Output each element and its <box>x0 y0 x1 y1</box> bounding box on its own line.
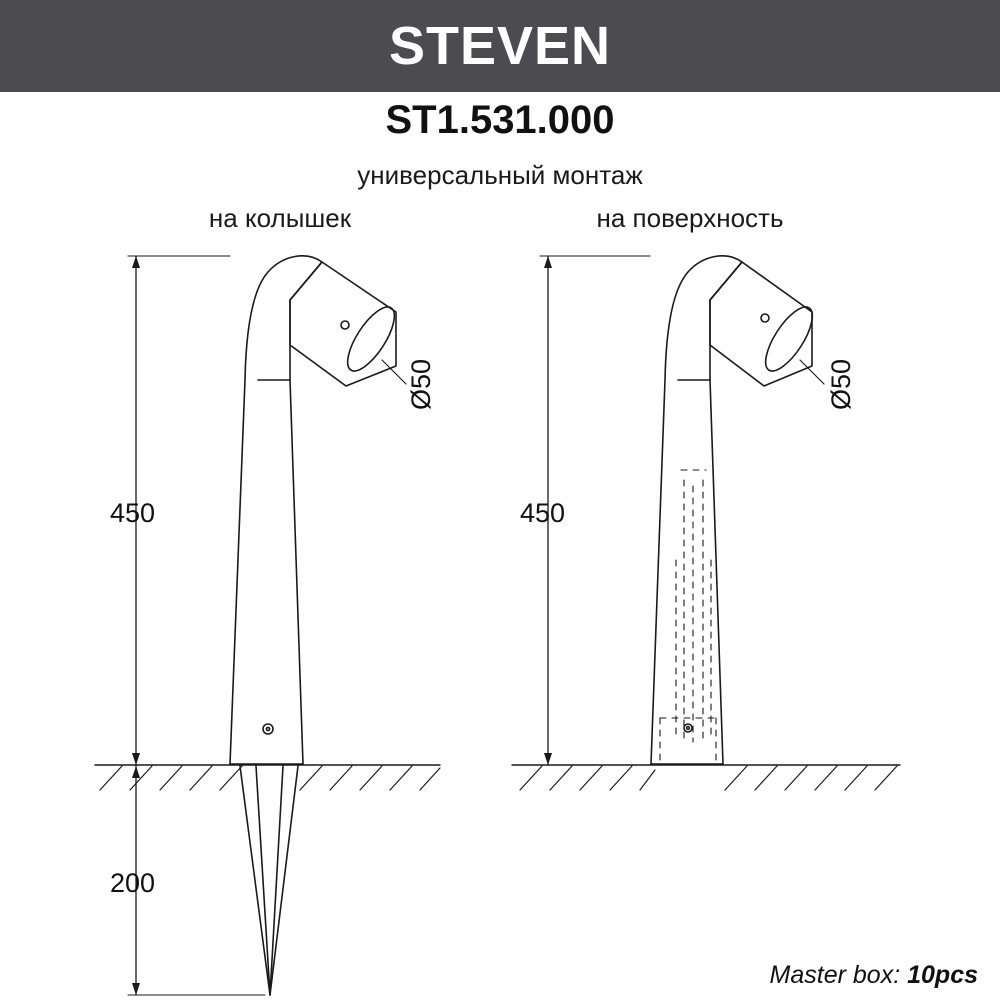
dimension-diameter-right: Ø50 <box>826 358 856 410</box>
variant-label-spike: на колышек <box>208 203 352 233</box>
dimension-spike-left: 200 <box>110 868 156 898</box>
master-box-label: Master box: <box>769 961 901 989</box>
dimension-height-left: 450 <box>110 498 156 528</box>
mount-note: универсальный монтаж <box>357 160 643 190</box>
master-box-value: 10pcs <box>907 961 978 989</box>
master-box-note <box>770 963 978 988</box>
dimension-height-right: 450 <box>520 498 566 528</box>
variant-label-surface: на поверхность <box>596 203 784 233</box>
drawing-surface-variant <box>512 256 900 790</box>
dimension-diameter-left: Ø50 <box>406 358 436 410</box>
model-code: ST1.531.000 <box>385 98 615 142</box>
page-title: STEVEN <box>388 16 612 76</box>
